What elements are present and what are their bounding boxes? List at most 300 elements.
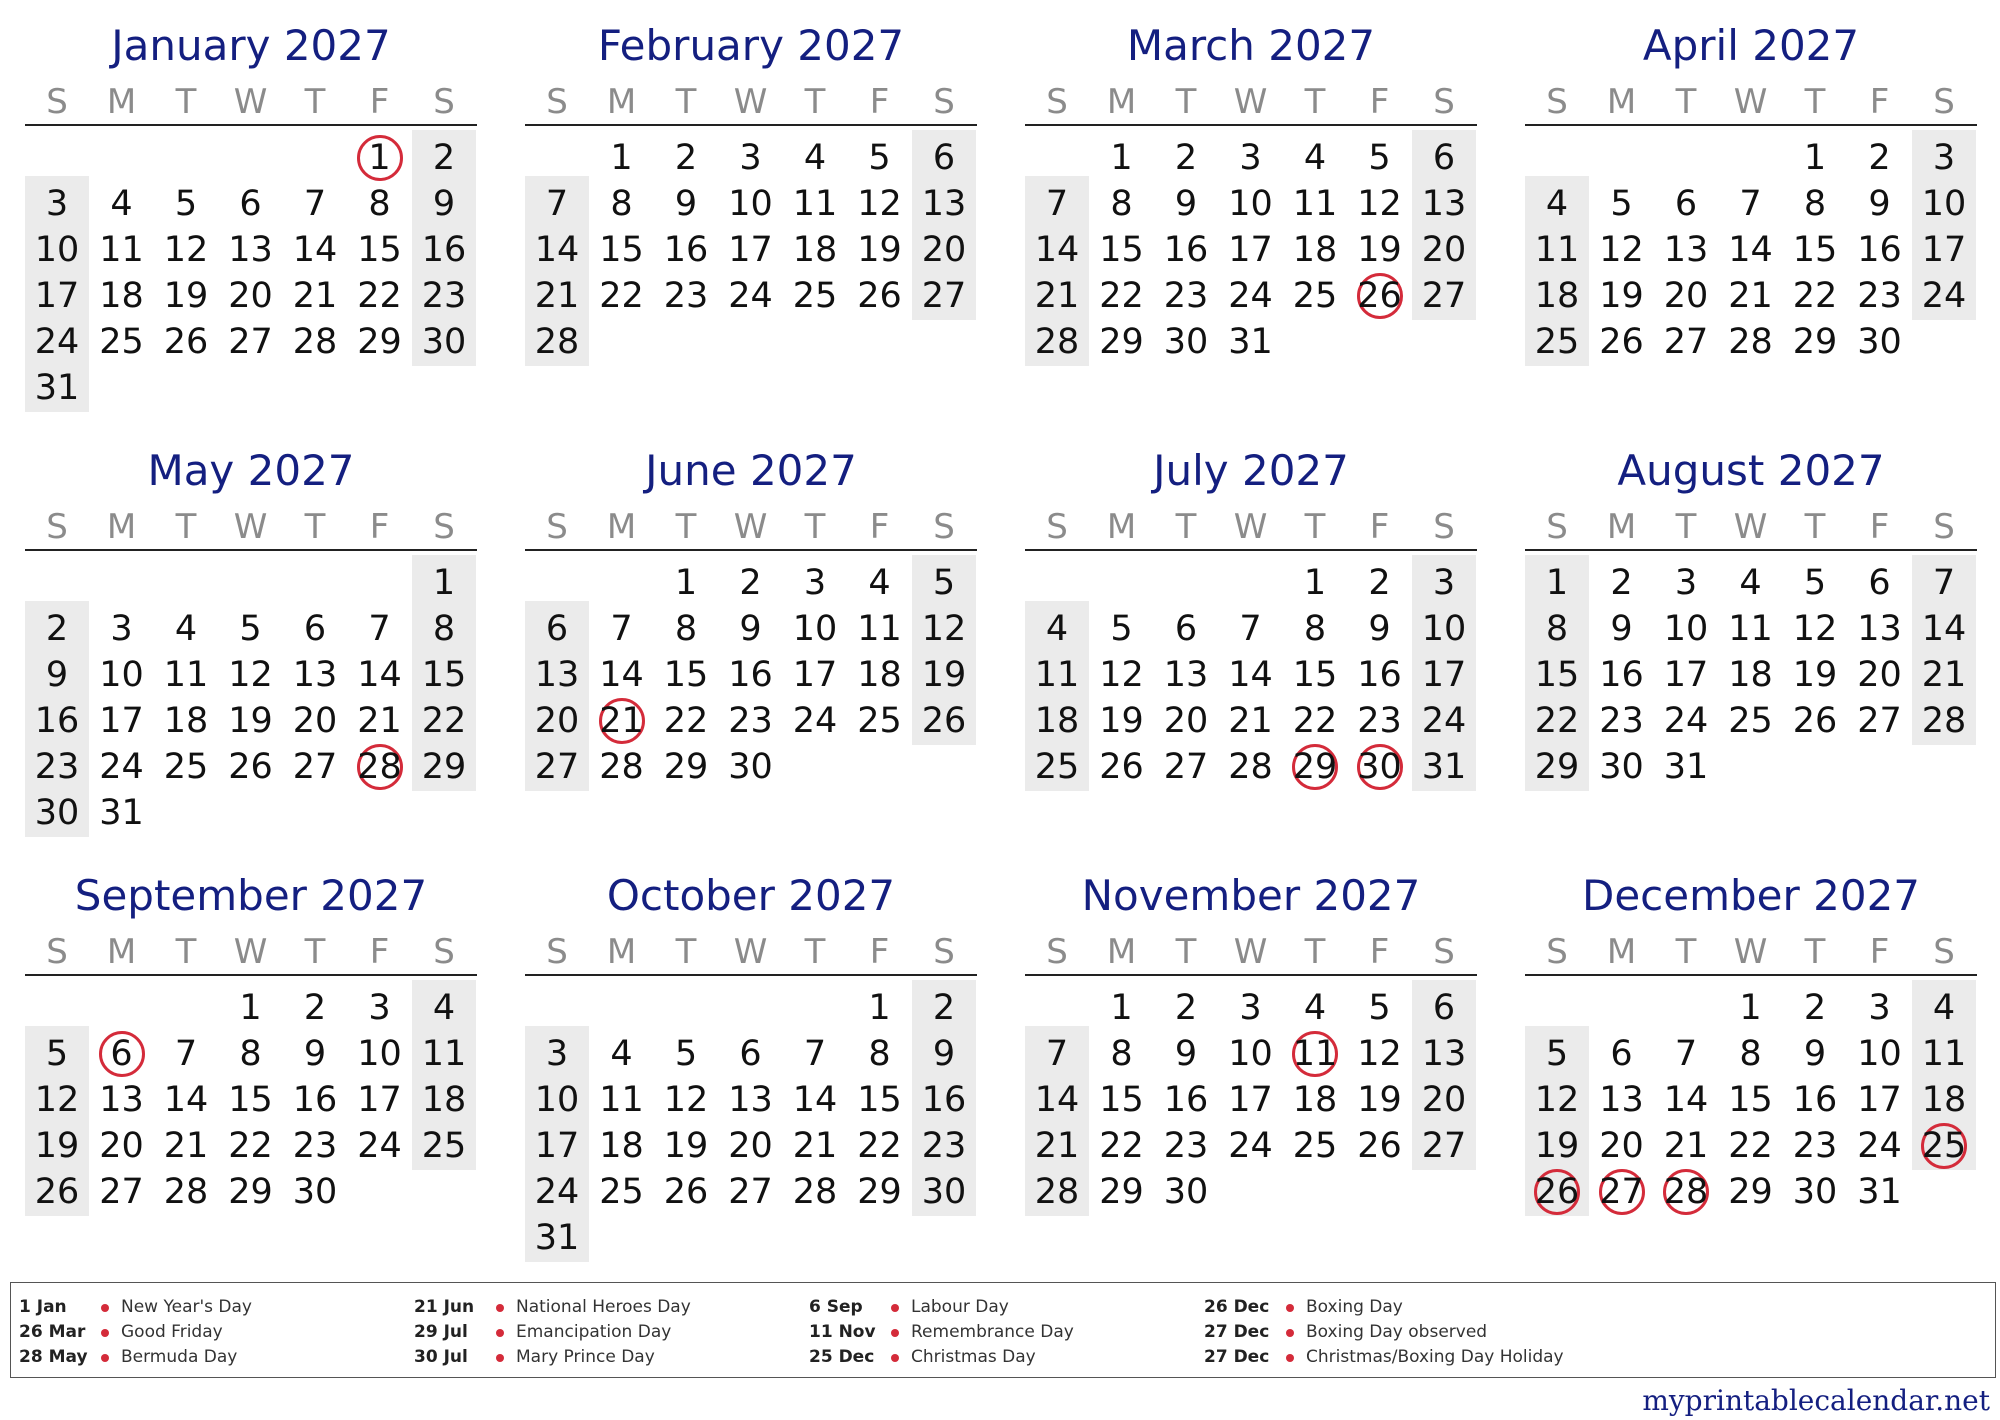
day-cell[interactable]: 20: [1599, 1126, 1644, 1166]
day-cell[interactable]: 27: [1663, 322, 1709, 362]
day-cell[interactable]: 8: [674, 609, 698, 649]
day-cell[interactable]: 1: [1110, 988, 1133, 1028]
day-cell[interactable]: 2: [1803, 988, 1827, 1028]
day-cell[interactable]: 22: [857, 1126, 902, 1166]
day-cell[interactable]: 24: [792, 701, 838, 741]
day-cell[interactable]: 29: [228, 1172, 273, 1212]
day-cell[interactable]: 10: [1857, 1034, 1902, 1074]
day-cell[interactable]: 21: [1921, 655, 1967, 695]
day-cell[interactable]: 4: [1739, 563, 1762, 603]
day-cell[interactable]: 19: [34, 1126, 80, 1166]
day-cell[interactable]: 23: [921, 1126, 967, 1166]
day-cell[interactable]: 1: [1110, 138, 1133, 178]
day-cell[interactable]: 29: [1728, 1172, 1773, 1212]
day-cell[interactable]: 30: [34, 793, 80, 833]
day-cell[interactable]: 2: [1174, 988, 1198, 1028]
day-cell[interactable]: 23: [663, 276, 709, 316]
day-cell[interactable]: 24: [728, 276, 773, 316]
day-cell[interactable]: 2: [1174, 138, 1198, 178]
day-cell[interactable]: 20: [728, 1126, 773, 1166]
day-cell[interactable]: 21: [1034, 1126, 1080, 1166]
day-cell[interactable]: 7: [1739, 184, 1762, 224]
day-cell[interactable]: 22: [1099, 1126, 1144, 1166]
day-cell[interactable]: 26: [34, 1172, 80, 1212]
day-cell[interactable]: 28: [1663, 1172, 1709, 1212]
day-cell[interactable]: 10: [1421, 609, 1467, 649]
day-cell[interactable]: 20: [292, 701, 338, 741]
day-cell[interactable]: 19: [921, 655, 967, 695]
day-cell[interactable]: 14: [792, 1080, 838, 1120]
day-cell[interactable]: 11: [421, 1034, 467, 1074]
day-cell[interactable]: 30: [921, 1172, 967, 1212]
day-cell[interactable]: 9: [674, 184, 698, 224]
day-cell[interactable]: 19: [163, 276, 209, 316]
day-cell[interactable]: 29: [421, 747, 467, 787]
day-cell[interactable]: 5: [174, 184, 198, 224]
day-cell[interactable]: 10: [1228, 184, 1273, 224]
day-cell[interactable]: 2: [1868, 138, 1891, 178]
day-cell[interactable]: 8: [868, 1034, 891, 1074]
day-cell[interactable]: 26: [663, 1172, 709, 1212]
day-cell[interactable]: 1: [1545, 563, 1569, 603]
day-cell[interactable]: 16: [34, 701, 80, 741]
day-cell[interactable]: 31: [99, 793, 144, 833]
day-cell[interactable]: 23: [728, 701, 773, 741]
day-cell[interactable]: 12: [1099, 655, 1144, 695]
day-cell[interactable]: 20: [1663, 276, 1709, 316]
day-cell[interactable]: 6: [932, 138, 956, 178]
day-cell[interactable]: 23: [1857, 276, 1902, 316]
day-cell[interactable]: 6: [1868, 563, 1891, 603]
day-cell[interactable]: 24: [534, 1172, 580, 1212]
day-cell[interactable]: 26: [857, 276, 902, 316]
day-cell[interactable]: 14: [1034, 1080, 1080, 1120]
day-cell[interactable]: 1: [1803, 138, 1827, 178]
day-cell[interactable]: 23: [1792, 1126, 1838, 1166]
day-cell[interactable]: 6: [1432, 988, 1456, 1028]
day-cell[interactable]: 4: [1303, 138, 1327, 178]
day-cell[interactable]: 3: [1674, 563, 1698, 603]
day-cell[interactable]: 3: [803, 563, 827, 603]
day-cell[interactable]: 10: [792, 609, 838, 649]
day-cell[interactable]: 29: [857, 1172, 902, 1212]
day-cell[interactable]: 27: [228, 322, 273, 362]
day-cell[interactable]: 24: [1921, 276, 1967, 316]
day-cell[interactable]: 15: [1728, 1080, 1773, 1120]
day-cell[interactable]: 20: [1163, 701, 1209, 741]
day-cell[interactable]: 25: [857, 701, 902, 741]
day-cell[interactable]: 18: [163, 701, 209, 741]
day-cell[interactable]: 21: [599, 701, 644, 741]
day-cell[interactable]: 31: [1421, 747, 1467, 787]
day-cell[interactable]: 4: [1545, 184, 1569, 224]
day-cell[interactable]: 17: [34, 276, 80, 316]
day-cell[interactable]: 9: [739, 609, 762, 649]
day-cell[interactable]: 19: [857, 230, 902, 270]
day-cell[interactable]: 10: [1663, 609, 1709, 649]
day-cell[interactable]: 21: [292, 276, 338, 316]
day-cell[interactable]: 7: [545, 184, 569, 224]
day-cell[interactable]: 22: [357, 276, 402, 316]
day-cell[interactable]: 25: [792, 276, 838, 316]
day-cell[interactable]: 27: [1421, 1126, 1467, 1166]
day-cell[interactable]: 20: [1421, 230, 1467, 270]
day-cell[interactable]: 11: [857, 609, 902, 649]
day-cell[interactable]: 29: [1792, 322, 1838, 362]
day-cell[interactable]: 20: [1421, 1080, 1467, 1120]
day-cell[interactable]: 21: [163, 1126, 209, 1166]
day-cell[interactable]: 15: [1292, 655, 1338, 695]
day-cell[interactable]: 17: [1421, 655, 1467, 695]
day-cell[interactable]: 6: [739, 1034, 762, 1074]
day-cell[interactable]: 24: [99, 747, 144, 787]
day-cell[interactable]: 3: [45, 184, 69, 224]
day-cell[interactable]: 25: [163, 747, 209, 787]
day-cell[interactable]: 30: [1163, 1172, 1209, 1212]
day-cell[interactable]: 3: [1432, 563, 1456, 603]
day-cell[interactable]: 5: [1110, 609, 1133, 649]
day-cell[interactable]: 14: [292, 230, 338, 270]
day-cell[interactable]: 18: [599, 1126, 644, 1166]
day-cell[interactable]: 10: [728, 184, 773, 224]
day-cell[interactable]: 2: [1368, 563, 1391, 603]
day-cell[interactable]: 27: [99, 1172, 144, 1212]
day-cell[interactable]: 17: [357, 1080, 402, 1120]
day-cell[interactable]: 27: [728, 1172, 773, 1212]
day-cell[interactable]: 18: [1034, 701, 1080, 741]
day-cell[interactable]: 5: [1545, 1034, 1569, 1074]
day-cell[interactable]: 1: [1739, 988, 1762, 1028]
day-cell[interactable]: 22: [1728, 1126, 1773, 1166]
day-cell[interactable]: 28: [792, 1172, 838, 1212]
day-cell[interactable]: 9: [1868, 184, 1891, 224]
day-cell[interactable]: 14: [1921, 609, 1967, 649]
day-cell[interactable]: 11: [1034, 655, 1080, 695]
day-cell[interactable]: 29: [1534, 747, 1580, 787]
day-cell[interactable]: 2: [45, 609, 69, 649]
day-cell[interactable]: 21: [1663, 1126, 1709, 1166]
day-cell[interactable]: 29: [357, 322, 402, 362]
day-cell[interactable]: 31: [1857, 1172, 1902, 1212]
day-cell[interactable]: 16: [921, 1080, 967, 1120]
day-cell[interactable]: 13: [99, 1080, 144, 1120]
day-cell[interactable]: 12: [921, 609, 967, 649]
day-cell[interactable]: 25: [421, 1126, 467, 1166]
day-cell[interactable]: 31: [534, 1218, 580, 1258]
day-cell[interactable]: 22: [599, 276, 644, 316]
day-cell[interactable]: 7: [610, 609, 633, 649]
day-cell[interactable]: 24: [1228, 276, 1273, 316]
day-cell[interactable]: 28: [1228, 747, 1273, 787]
day-cell[interactable]: 12: [228, 655, 273, 695]
day-cell[interactable]: 19: [1792, 655, 1838, 695]
day-cell[interactable]: 3: [368, 988, 391, 1028]
day-cell[interactable]: 6: [1674, 184, 1698, 224]
day-cell[interactable]: 25: [99, 322, 144, 362]
day-cell[interactable]: 22: [663, 701, 709, 741]
day-cell[interactable]: 5: [674, 1034, 698, 1074]
day-cell[interactable]: 20: [921, 230, 967, 270]
day-cell[interactable]: 8: [610, 184, 633, 224]
day-cell[interactable]: 24: [1857, 1126, 1902, 1166]
day-cell[interactable]: 28: [1728, 322, 1773, 362]
day-cell[interactable]: 13: [1663, 230, 1709, 270]
day-cell[interactable]: 1: [868, 988, 891, 1028]
day-cell[interactable]: 28: [534, 322, 580, 362]
day-cell[interactable]: 28: [1034, 1172, 1080, 1212]
day-cell[interactable]: 14: [1228, 655, 1273, 695]
day-cell[interactable]: 15: [1099, 230, 1144, 270]
day-cell[interactable]: 26: [921, 701, 967, 741]
day-cell[interactable]: 4: [1932, 988, 1956, 1028]
day-cell[interactable]: 7: [368, 609, 391, 649]
day-cell[interactable]: 12: [1599, 230, 1644, 270]
day-cell[interactable]: 16: [421, 230, 467, 270]
day-cell[interactable]: 16: [1163, 230, 1209, 270]
day-cell[interactable]: 15: [421, 655, 467, 695]
day-cell[interactable]: 25: [1292, 276, 1338, 316]
day-cell[interactable]: 22: [1099, 276, 1144, 316]
day-cell[interactable]: 8: [1303, 609, 1327, 649]
day-cell[interactable]: 18: [421, 1080, 467, 1120]
day-cell[interactable]: 30: [728, 747, 773, 787]
day-cell[interactable]: 2: [1610, 563, 1633, 603]
day-cell[interactable]: 15: [857, 1080, 902, 1120]
day-cell[interactable]: 9: [303, 1034, 327, 1074]
day-cell[interactable]: 4: [174, 609, 198, 649]
day-cell[interactable]: 7: [1045, 1034, 1069, 1074]
day-cell[interactable]: 3: [110, 609, 133, 649]
day-cell[interactable]: 26: [1357, 276, 1402, 316]
day-cell[interactable]: 7: [1932, 563, 1956, 603]
day-cell[interactable]: 13: [1163, 655, 1209, 695]
day-cell[interactable]: 13: [728, 1080, 773, 1120]
day-cell[interactable]: 24: [1421, 701, 1467, 741]
day-cell[interactable]: 10: [34, 230, 80, 270]
day-cell[interactable]: 29: [1099, 322, 1144, 362]
day-cell[interactable]: 18: [1728, 655, 1773, 695]
day-cell[interactable]: 12: [163, 230, 209, 270]
day-cell[interactable]: 30: [1857, 322, 1902, 362]
day-cell[interactable]: 10: [1921, 184, 1967, 224]
day-cell[interactable]: 6: [110, 1034, 133, 1074]
day-cell[interactable]: 12: [34, 1080, 80, 1120]
day-cell[interactable]: 19: [228, 701, 273, 741]
day-cell[interactable]: 6: [545, 609, 569, 649]
day-cell[interactable]: 15: [1534, 655, 1580, 695]
day-cell[interactable]: 17: [1921, 230, 1967, 270]
day-cell[interactable]: 4: [868, 563, 891, 603]
day-cell[interactable]: 9: [1610, 609, 1633, 649]
day-cell[interactable]: 8: [1739, 1034, 1762, 1074]
day-cell[interactable]: 8: [1803, 184, 1827, 224]
day-cell[interactable]: 20: [1857, 655, 1902, 695]
day-cell[interactable]: 28: [599, 747, 644, 787]
day-cell[interactable]: 14: [357, 655, 402, 695]
day-cell[interactable]: 15: [599, 230, 644, 270]
day-cell[interactable]: 21: [534, 276, 580, 316]
day-cell[interactable]: 8: [1545, 609, 1569, 649]
day-cell[interactable]: 27: [1421, 276, 1467, 316]
day-cell[interactable]: 22: [1292, 701, 1338, 741]
day-cell[interactable]: 16: [1857, 230, 1902, 270]
day-cell[interactable]: 7: [174, 1034, 198, 1074]
day-cell[interactable]: 31: [1228, 322, 1273, 362]
day-cell[interactable]: 18: [792, 230, 838, 270]
day-cell[interactable]: 9: [1174, 184, 1198, 224]
day-cell[interactable]: 17: [534, 1126, 580, 1166]
day-cell[interactable]: 22: [1534, 701, 1580, 741]
day-cell[interactable]: 2: [932, 988, 956, 1028]
day-cell[interactable]: 8: [1110, 184, 1133, 224]
day-cell[interactable]: 21: [1034, 276, 1080, 316]
day-cell[interactable]: 9: [1174, 1034, 1198, 1074]
day-cell[interactable]: 8: [432, 609, 456, 649]
day-cell[interactable]: 17: [1663, 655, 1709, 695]
day-cell[interactable]: 24: [1228, 1126, 1273, 1166]
day-cell[interactable]: 9: [932, 1034, 956, 1074]
day-cell[interactable]: 3: [1239, 138, 1262, 178]
day-cell[interactable]: 3: [1932, 138, 1956, 178]
day-cell[interactable]: 28: [1034, 322, 1080, 362]
day-cell[interactable]: 27: [921, 276, 967, 316]
day-cell[interactable]: 4: [610, 1034, 633, 1074]
day-cell[interactable]: 1: [610, 138, 633, 178]
day-cell[interactable]: 7: [803, 1034, 827, 1074]
day-cell[interactable]: 16: [1792, 1080, 1838, 1120]
day-cell[interactable]: 11: [1534, 230, 1580, 270]
day-cell[interactable]: 8: [1110, 1034, 1133, 1074]
day-cell[interactable]: 4: [110, 184, 133, 224]
day-cell[interactable]: 22: [228, 1126, 273, 1166]
day-cell[interactable]: 9: [1803, 1034, 1827, 1074]
day-cell[interactable]: 16: [1357, 655, 1402, 695]
day-cell[interactable]: 13: [921, 184, 967, 224]
day-cell[interactable]: 19: [1357, 230, 1402, 270]
day-cell[interactable]: 26: [1534, 1172, 1580, 1212]
day-cell[interactable]: 30: [1163, 322, 1209, 362]
day-cell[interactable]: 17: [1228, 1080, 1273, 1120]
day-cell[interactable]: 28: [357, 747, 402, 787]
day-cell[interactable]: 11: [1728, 609, 1773, 649]
day-cell[interactable]: 14: [1728, 230, 1773, 270]
day-cell[interactable]: 16: [663, 230, 709, 270]
day-cell[interactable]: 18: [99, 276, 144, 316]
day-cell[interactable]: 13: [292, 655, 338, 695]
day-cell[interactable]: 20: [534, 701, 580, 741]
day-cell[interactable]: 20: [228, 276, 273, 316]
day-cell[interactable]: 11: [1292, 184, 1338, 224]
day-cell[interactable]: 17: [1857, 1080, 1902, 1120]
day-cell[interactable]: 12: [857, 184, 902, 224]
day-cell[interactable]: 21: [792, 1126, 838, 1166]
day-cell[interactable]: 26: [1099, 747, 1144, 787]
day-cell[interactable]: 4: [1303, 988, 1327, 1028]
day-cell[interactable]: 27: [1599, 1172, 1644, 1212]
day-cell[interactable]: 12: [1357, 184, 1402, 224]
day-cell[interactable]: 2: [432, 138, 456, 178]
day-cell[interactable]: 5: [45, 1034, 69, 1074]
day-cell[interactable]: 1: [432, 563, 456, 603]
day-cell[interactable]: 13: [1421, 184, 1467, 224]
day-cell[interactable]: 21: [1228, 701, 1273, 741]
day-cell[interactable]: 29: [1099, 1172, 1144, 1212]
day-cell[interactable]: 8: [368, 184, 391, 224]
day-cell[interactable]: 24: [34, 322, 80, 362]
day-cell[interactable]: 14: [599, 655, 644, 695]
day-cell[interactable]: 11: [1921, 1034, 1967, 1074]
day-cell[interactable]: 5: [1610, 184, 1633, 224]
day-cell[interactable]: 10: [99, 655, 144, 695]
day-cell[interactable]: 19: [1599, 276, 1644, 316]
day-cell[interactable]: 21: [357, 701, 402, 741]
day-cell[interactable]: 18: [857, 655, 902, 695]
day-cell[interactable]: 15: [1792, 230, 1838, 270]
day-cell[interactable]: 3: [1868, 988, 1891, 1028]
day-cell[interactable]: 6: [1432, 138, 1456, 178]
day-cell[interactable]: 14: [1663, 1080, 1709, 1120]
day-cell[interactable]: 5: [1368, 988, 1391, 1028]
day-cell[interactable]: 24: [1663, 701, 1709, 741]
day-cell[interactable]: 23: [421, 276, 467, 316]
day-cell[interactable]: 11: [163, 655, 209, 695]
day-cell[interactable]: 7: [1239, 609, 1262, 649]
day-cell[interactable]: 6: [303, 609, 327, 649]
day-cell[interactable]: 30: [292, 1172, 338, 1212]
day-cell[interactable]: 26: [1357, 1126, 1402, 1166]
day-cell[interactable]: 16: [1599, 655, 1644, 695]
day-cell[interactable]: 12: [1357, 1034, 1402, 1074]
day-cell[interactable]: 10: [357, 1034, 402, 1074]
day-cell[interactable]: 7: [1674, 1034, 1698, 1074]
day-cell[interactable]: 9: [432, 184, 456, 224]
day-cell[interactable]: 4: [803, 138, 827, 178]
day-cell[interactable]: 13: [1857, 609, 1902, 649]
day-cell[interactable]: 21: [1728, 276, 1773, 316]
day-cell[interactable]: 15: [1099, 1080, 1144, 1120]
day-cell[interactable]: 6: [1174, 609, 1198, 649]
day-cell[interactable]: 26: [1599, 322, 1644, 362]
day-cell[interactable]: 26: [1792, 701, 1838, 741]
day-cell[interactable]: 15: [228, 1080, 273, 1120]
day-cell[interactable]: 30: [1599, 747, 1644, 787]
day-cell[interactable]: 17: [792, 655, 838, 695]
day-cell[interactable]: 3: [1239, 988, 1262, 1028]
day-cell[interactable]: 13: [228, 230, 273, 270]
day-cell[interactable]: 27: [534, 747, 580, 787]
day-cell[interactable]: 13: [534, 655, 580, 695]
day-cell[interactable]: 8: [239, 1034, 262, 1074]
day-cell[interactable]: 23: [34, 747, 80, 787]
day-cell[interactable]: 7: [303, 184, 327, 224]
day-cell[interactable]: 11: [792, 184, 838, 224]
day-cell[interactable]: 29: [1292, 747, 1338, 787]
day-cell[interactable]: 17: [1228, 230, 1273, 270]
day-cell[interactable]: 5: [1368, 138, 1391, 178]
day-cell[interactable]: 22: [421, 701, 467, 741]
day-cell[interactable]: 24: [357, 1126, 402, 1166]
day-cell[interactable]: 9: [45, 655, 69, 695]
day-cell[interactable]: 22: [1792, 276, 1838, 316]
day-cell[interactable]: 27: [1163, 747, 1209, 787]
day-cell[interactable]: 9: [1368, 609, 1391, 649]
day-cell[interactable]: 20: [99, 1126, 144, 1166]
day-cell[interactable]: 25: [1921, 1126, 1967, 1166]
day-cell[interactable]: 28: [1921, 701, 1967, 741]
day-cell[interactable]: 19: [1534, 1126, 1580, 1166]
day-cell[interactable]: 28: [163, 1172, 209, 1212]
day-cell[interactable]: 19: [663, 1126, 709, 1166]
